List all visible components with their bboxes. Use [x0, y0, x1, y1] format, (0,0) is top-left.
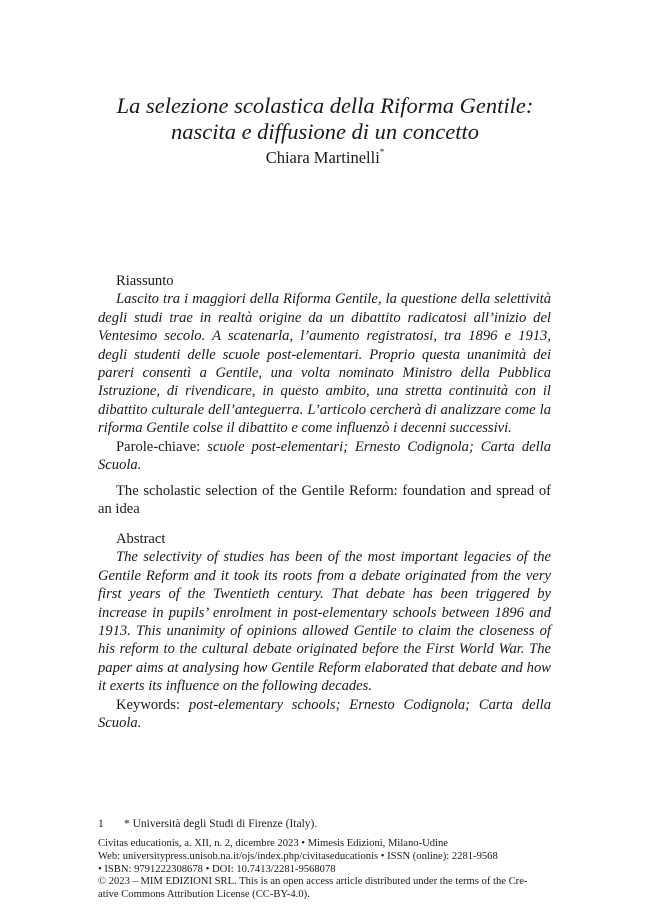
abstract-keywords [98, 696, 551, 733]
author-footnote-mark: * [379, 147, 385, 157]
riassunto-keywords [98, 438, 551, 475]
abstract-heading: Abstract [116, 531, 166, 547]
riassunto-text: Lascito tra i maggiori della Riforma Gentile, la questione della selettività degli studi trae in realtà origine da un dibattito radicatosi all’inizio del Ventesimo secolo. A scatenarla, l’aumento registratosi, tra 1896 e 1913, degli studenti delle scuole post-elementari. Proprio questa unanimità dei pareri consentì a Gentile, una volta nominato Ministro della Pubblica Istruzione, di rivendicare, in questo ambito, una stretta continuità con il dibattito culturale dell’anteguerra. L’articolo cercherà di analizzare come la riforma Gentile colse il dibattito e come influenzò i decenni successivi. [98, 291, 551, 437]
riassunto-keywords-list: scuole post-elementari; Ernesto Codignola; Carta della Scuola. [98, 438, 551, 474]
abstract-section [98, 530, 551, 732]
colophon [98, 838, 558, 902]
colophon-line: Civitas educationis, a. XII, n. 2, dicembre 2023 • Mimesis Edizioni, Milano-Udine [98, 838, 449, 849]
author-name [0, 148, 650, 168]
abstract-text: The selectivity of studies has been of the most important legacies of the Gentile Reform and it took its roots from a debate originated from the very first years of the Twentieth century. That debate has been triggered by increase in pupils’ enrolment in post-elementary schools between 1896 and 1913. This unanimity of opinions allowed Gentile to claim the closeness of his reform to the cultural debate originated before the First World War. The paper aims at analysing how Gentile Reform elaborated that debate and how it exerts its influence on the following decades. [98, 549, 551, 695]
colophon-line: ative Commons Attribution License (CC-BY-4.0). [98, 889, 310, 901]
english-title-section [98, 482, 551, 519]
footnote-text: * Università degli Studi di Firenze (Italy). [124, 818, 318, 830]
colophon-line: © 2023 – MIM EDIZIONI SRL. This is an open access article distributed under the terms of the Cre- [98, 876, 528, 888]
footnote [98, 818, 317, 830]
author-name-text: Chiara Martinelli [265, 148, 380, 167]
colophon-line: Web: universitypress.unisob.na.it/ojs/index.php/civitaseducationis • ISSN (online): 2281-9568 [98, 850, 498, 862]
abstract-keywords-list: post-elementary schools; Ernesto Codignola; Carta della Scuola. [98, 696, 551, 732]
english-title: The scholastic selection of the Gentile Reform: foundation and spread of an idea [98, 483, 551, 518]
article-title-line-2: nascita e diffusione di un concetto [170, 119, 480, 144]
colophon-line: • ISBN: 9791222308678 • DOI: 10.7413/2281-9568078 [98, 863, 336, 875]
page-number: 1 [98, 818, 104, 830]
riassunto-section [98, 272, 551, 474]
riassunto-heading: Riassunto [116, 273, 174, 289]
article-title-line-1: La selezione scolastica della Riforma Gentile: [116, 93, 534, 118]
abstract-keywords-label: Keywords: [116, 696, 181, 713]
riassunto-keywords-label: Parole-chiave: [116, 438, 201, 455]
